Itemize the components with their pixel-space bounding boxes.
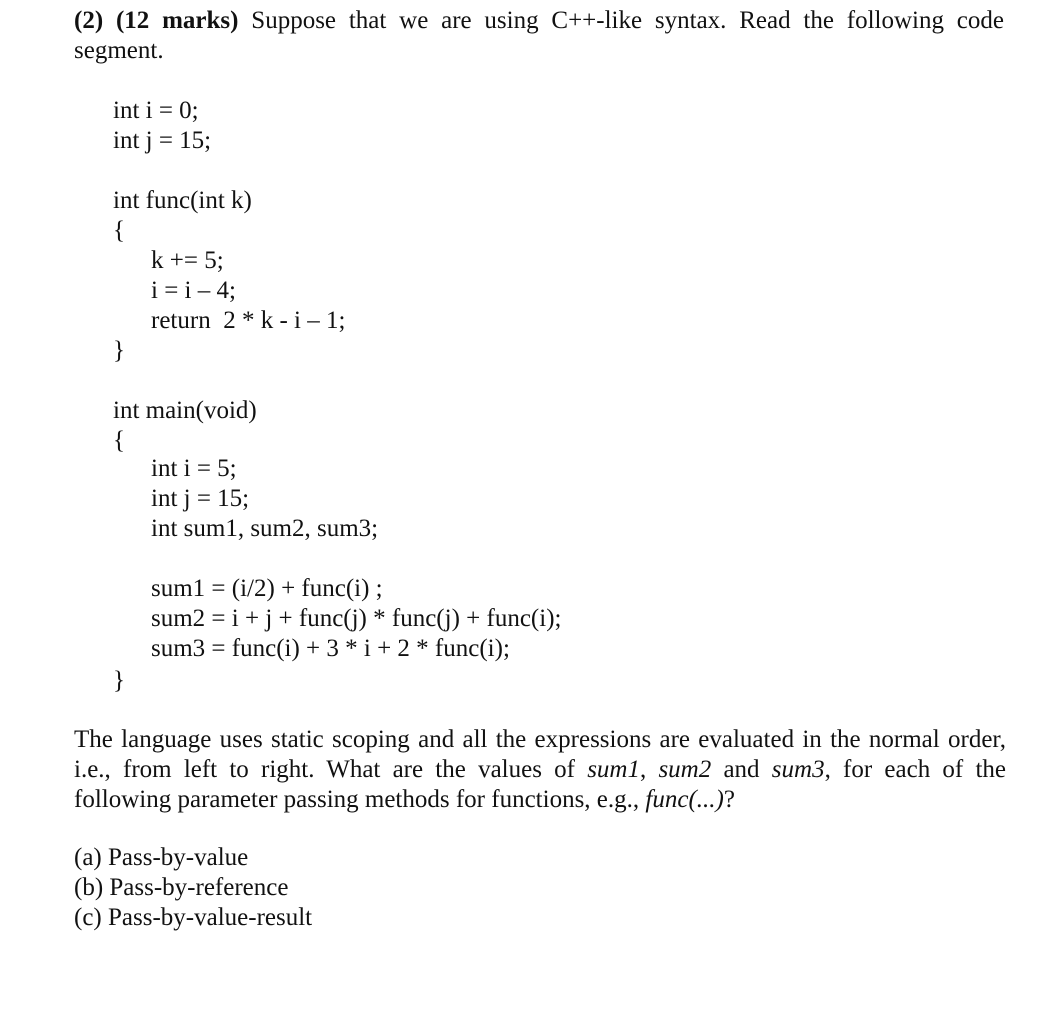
code-line-func-body-3: return 2 * k - i – 1;: [151, 307, 346, 334]
code-line-func-open-brace: {: [113, 217, 125, 244]
code-line-main-open-brace: {: [113, 427, 125, 454]
description-sep-2: and: [711, 756, 772, 783]
description-func-example: func(...): [645, 786, 724, 813]
code-line-main-decl-3: int sum1, sum2, sum3;: [151, 515, 379, 542]
code-line-main-decl-2: int j = 15;: [151, 485, 250, 512]
description-sep-1: ,: [639, 756, 659, 783]
option-c: (c) Pass-by-value-result: [74, 904, 313, 931]
description-text-2: , for each of the following parameter passing methods for functions, e.g.,: [74, 756, 1006, 813]
code-line-func-close-brace: }: [113, 337, 125, 364]
question-prompt: Suppose that we are using C++-like syntax. Read the following code segment.: [74, 7, 1004, 64]
code-line-func-signature: int func(int k): [113, 187, 252, 214]
description-var-sum2: sum2: [658, 756, 712, 783]
description-text-1: The language uses static scoping and all the expressions are evaluated in the normal order, i.e., from left to right. What are the values of: [74, 726, 1006, 783]
description-var-sum3: sum3: [771, 756, 825, 783]
code-line-func-body-1: k += 5;: [151, 247, 224, 274]
description-var-sum1: sum1: [587, 756, 640, 783]
code-line-main-stmt-2: sum2 = i + j + func(j) * func(j) + func(i);: [151, 605, 562, 632]
description-text-3: ?: [723, 786, 735, 813]
code-line-main-signature: int main(void): [113, 397, 257, 424]
question-number: (2): [74, 7, 104, 34]
option-a: (a) Pass-by-value: [74, 844, 249, 871]
question-marks: (12 marks): [115, 7, 239, 34]
description-paragraph: [74, 725, 1006, 815]
code-line-global-j: int j = 15;: [113, 127, 212, 154]
code-line-global-i: int i = 0;: [113, 97, 199, 124]
code-line-main-close-brace: }: [113, 667, 125, 694]
question-header: [74, 6, 1004, 66]
code-line-main-stmt-1: sum1 = (i/2) + func(i) ;: [151, 575, 383, 602]
code-line-main-decl-1: int i = 5;: [151, 455, 237, 482]
option-b: (b) Pass-by-reference: [74, 874, 289, 901]
code-line-func-body-2: i = i – 4;: [151, 277, 236, 304]
code-line-main-stmt-3: sum3 = func(i) + 3 * i + 2 * func(i);: [151, 635, 510, 662]
